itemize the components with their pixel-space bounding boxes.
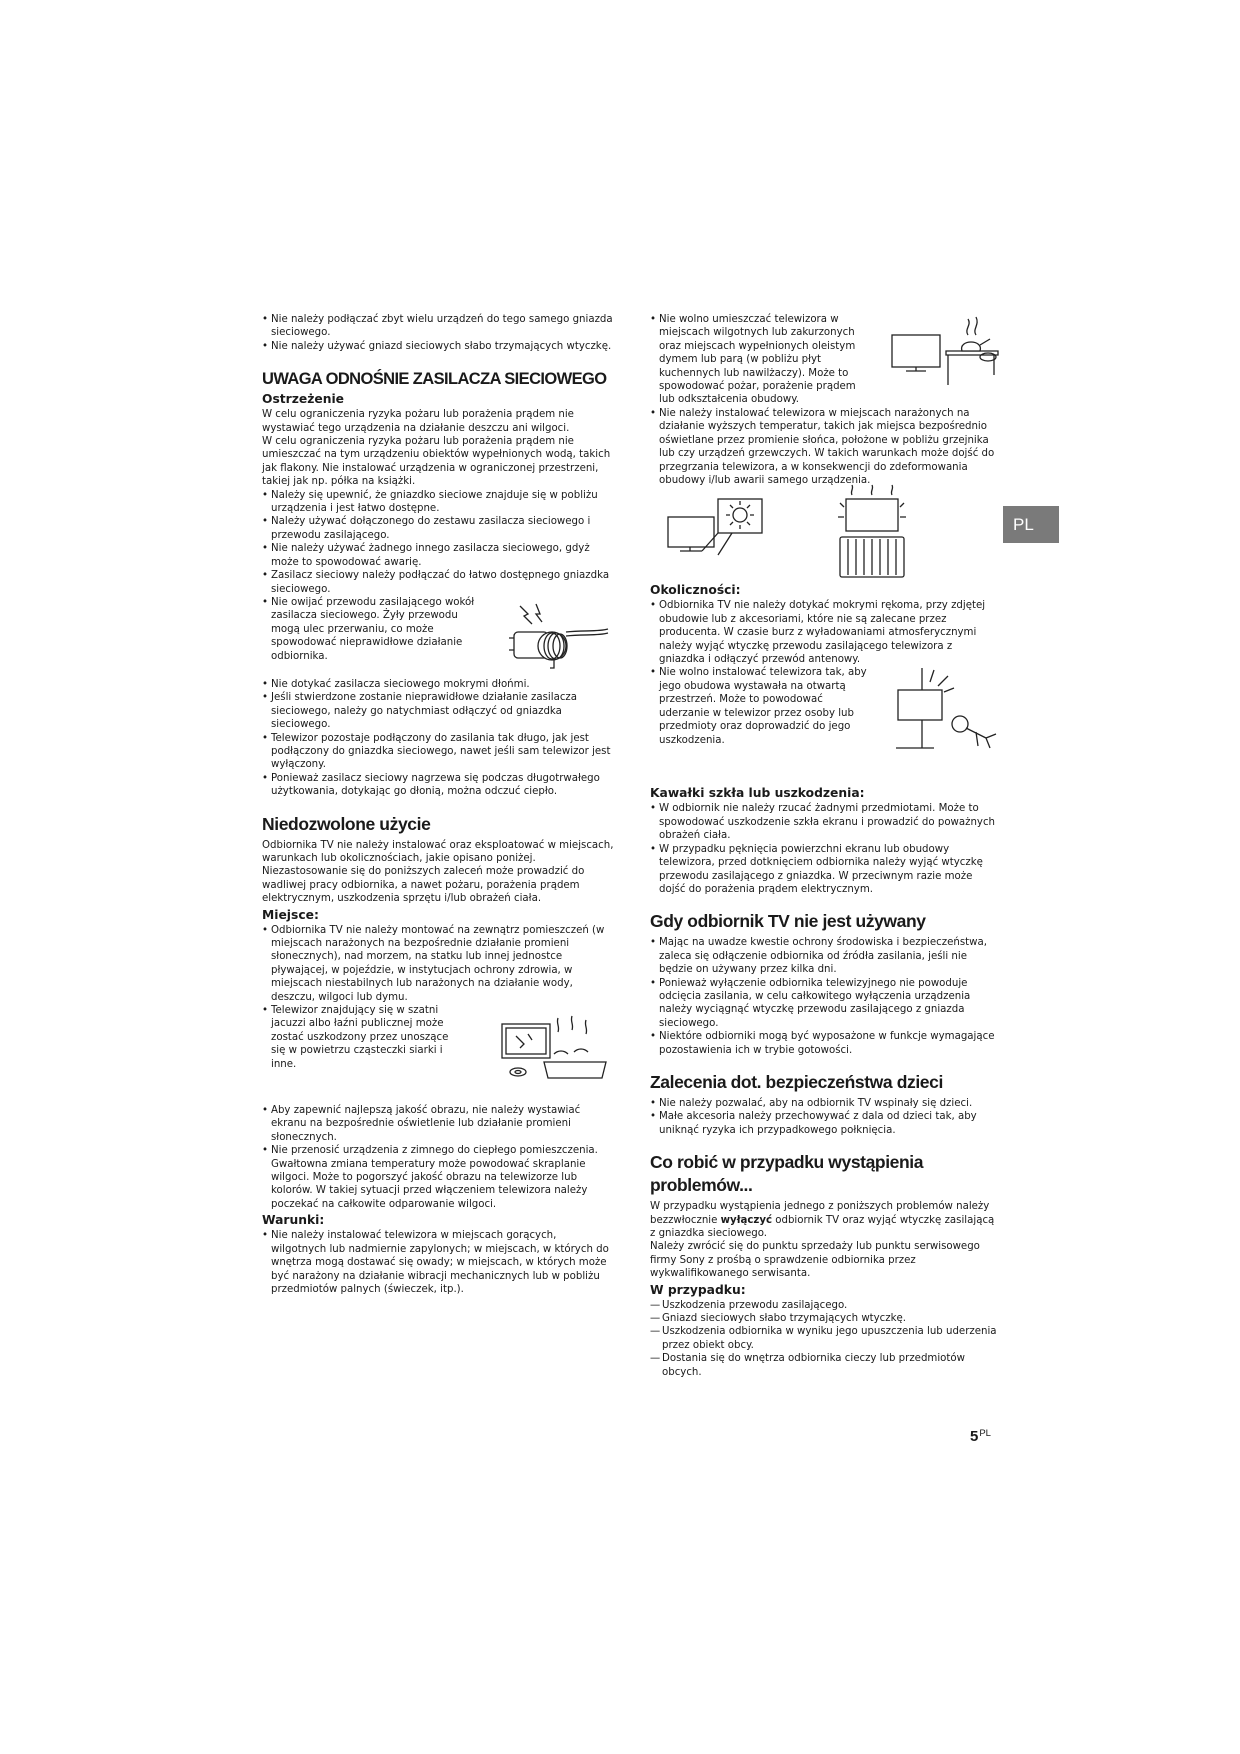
- tv-icon: [502, 1024, 550, 1058]
- problems-keyword: wyłączyć: [720, 1214, 772, 1226]
- page-number: [970, 1428, 991, 1445]
- circumstances-list-2: [650, 666, 872, 746]
- in-case-list: [650, 1299, 1000, 1379]
- radiator-tv-illustration: [832, 487, 912, 579]
- circumstances-heading: Okoliczności:: [650, 583, 741, 598]
- list-item: • Nie należy używać gniazd sieciowych słabo trzymających wtyczkę.: [262, 340, 614, 353]
- list-item: • Ponieważ wyłączenie odbiornika telewizyjnego nie powoduje odcięcia zasilania, w celu całkowitego wyłączenia urządzenia należy wyciągnąć wtyczkę przewodu zasilającego z gniazda sieciowego.: [650, 977, 1000, 1031]
- cord-wrap-list: [262, 596, 484, 663]
- in-case-heading: W przypadku:: [650, 1282, 746, 1297]
- list-item: — Uszkodzenia odbiornika w wyniku jego upuszczenia lub uderzenia przez obiekt obcy.: [650, 1325, 1000, 1352]
- person-icon: [952, 716, 968, 732]
- adapter-list: [262, 678, 614, 799]
- list-item: • Niektóre odbiorniki mogą być wyposażone w funkcje wymagające pozostawienia ich w trybie gotowości.: [650, 1030, 1000, 1057]
- list-item: — Gniazd sieciowych słabo trzymających wtyczkę.: [650, 1312, 1000, 1325]
- children-safety-list: [650, 1097, 1000, 1137]
- tv-icon: [898, 690, 942, 720]
- spark-icon: [520, 606, 532, 624]
- children-safety-heading: Zalecenia dot. bezpieczeństwa dzieci: [650, 1071, 943, 1092]
- problems-paragraph: Należy zwrócić się do punktu sprzedaży lub punktu serwisowego firmy Sony z prośbą o sprawdzenie odbiornika przez wykwalifikowanego serwisanta.: [650, 1241, 980, 1280]
- right-column: [650, 313, 1000, 1379]
- glass-list: [650, 802, 1000, 896]
- problems-text: W przypadku wystąpienia jednego z poniższych problemów należy bezzwłocznie: [650, 1201, 990, 1226]
- place-list-jacuzzi: [262, 1004, 462, 1071]
- kettle-icon: [962, 342, 981, 351]
- spark-icon: [536, 604, 542, 622]
- place-list-2: [262, 1104, 614, 1211]
- env-list-2: [650, 407, 1000, 487]
- list-item: • Należy używać dołączonego do zestawu zasilacza sieciowego i przewodu zasilającego.: [262, 515, 614, 542]
- sunlight-tv-illustration: [662, 495, 772, 561]
- problems-text: odbiornik TV oraz wyjąć wtyczkę zasilającą z gniazdka sieciowego.: [650, 1214, 995, 1239]
- humid-steam-illustration: [888, 315, 1000, 387]
- circumstances-list: [650, 599, 1000, 666]
- list-item: • Mając na uwadze kwestie ochrony środowiska i bezpieczeństwa, zaleca się odłączenie odbiornika od źródła zasilania, jeśli nie będzie on używany przez kilka dni.: [650, 936, 1000, 976]
- list-item: • Nie dotykać zasilacza sieciowego mokrymi dłońmi.: [262, 678, 614, 691]
- warning-list: [262, 489, 614, 596]
- page-number-suffix: PL: [979, 1428, 991, 1439]
- protruding-tv-illustration: [894, 668, 998, 750]
- prohibited-use-paragraph: Odbiornika TV nie należy instalować oraz eksploatować w miejscach, warunkach lub okolicznościach, jakie opisano poniżej. Niezastosowanie się do poniższych zaleceń może prowadzić do wadliwej pracy odbiornika, a nawet pożaru, porażenia prądem elektrycznym, uszkodzenia sprzętu i/lub obrażeń ciała.: [262, 839, 614, 905]
- sun-icon: [733, 508, 747, 522]
- list-item: — Dostania się do wnętrza odbiornika cieczy lub przedmiotów obcych.: [650, 1352, 1000, 1379]
- problems-paragraph: [650, 1200, 1000, 1240]
- list-item: • W odbiornik nie należy rzucać żadnymi przedmiotami. Może to spowodować uszkodzenie szkła ekranu i prowadzić do poważnych obrażeń ciała.: [650, 802, 1000, 842]
- problems-heading: Co robić w przypadku wystąpienia problemów...: [650, 1152, 924, 1196]
- env-list: [650, 313, 868, 407]
- language-tab: PL: [1003, 506, 1059, 543]
- warning-paragraph: W celu ograniczenia ryzyka pożaru lub porażenia prądem nie umieszczać na tym urządzeniu obiektów wypełnionych wodą, takich jak flakony. Nie instalować urządzenia w ograniczonej przestrzeni, takiej jak np. półka na książki.: [262, 436, 611, 488]
- list-item: • Nie przenosić urządzenia z zimnego do ciepłego pomieszczenia. Gwałtowna zmiana temperatury może powodować skraplanie wilgoci. Może to pogorszyć jakość obrazu na telewizorze lub kolorów. W takiej sytuacji przed włączeniem telewizora należy poczekać na całkowite odparowanie wilgoci.: [262, 1144, 614, 1211]
- list-item: • Nie należy instalować telewizora w miejscach gorących, wilgotnych lub nadmiernie zapylonych; w miejscach, w których do wnętrza mogą dostawać się owady; w miejscach, w których może być narażony na działanie wibracji mechanicznych lub w pobliżu przedmiotów palnych (świeczek, itp.).: [262, 1229, 614, 1296]
- list-item: • Nie należy podłączać zbyt wielu urządzeń do tego samego gniazda sieciowego.: [262, 313, 614, 340]
- list-item: • Nie owijać przewodu zasilającego wokół zasilacza sieciowego. Żyły przewodu mogą ulec przerwaniu, co może spowodować nieprawidłowe działanie odbiornika.: [262, 596, 484, 663]
- tv-icon: [892, 335, 940, 367]
- list-item: • Zasilacz sieciowy należy podłączać do łatwo dostępnego gniazdka sieciowego.: [262, 569, 614, 596]
- warning-heading: Ostrzeżenie: [262, 392, 345, 407]
- list-item: — Uszkodzenia przewodu zasilającego.: [650, 1299, 1000, 1312]
- tv-icon: [846, 499, 898, 531]
- list-item: • Aby zapewnić najlepszą jakość obrazu, nie należy wystawiać ekranu na bezpośrednie oświetlenie lub działanie promieni słonecznych.: [262, 1104, 614, 1144]
- list-item: • W przypadku pęknięcia powierzchni ekranu lub obudowy telewizora, przed dotknięciem odbiornika należy wyjąć wtyczkę przewodu zasilającego z gniazdka. W przeciwnym razie może dojść do porażenia prądem elektrycznym.: [650, 843, 1000, 897]
- ac-adapter-heading: UWAGA ODNOŚNIE ZASILACZA SIECIOWEGO: [262, 370, 607, 389]
- list-item: • Małe akcesoria należy przechowywać z dala od dzieci tak, aby uniknąć ryzyka ich przypadkowego połknięcia.: [650, 1110, 1000, 1137]
- list-item: • Nie należy instalować telewizora w miejscach narażonych na działanie wyższych temperatur, takich jak miejsca bezpośrednio oświetlane przez promienie słońca, położone w pobliżu grzejnika lub czy urządzeń grzewczych. W takich warunkach może dojść do przegrzania telewizora, a w konsekwencji do zdeformowania obudowy i/lub awarii samego urządzenia.: [650, 407, 1000, 487]
- place-heading: Miejsce:: [262, 907, 319, 922]
- place-list: [262, 924, 614, 1004]
- list-item: • Odbiornika TV nie należy dotykać mokrymi rękoma, przy zdjętej obudowie lub z akcesoriami, które nie są zalecane przez producenta. W czasie burz z wyładowaniami atmosferycznymi należy wyjąć wtyczkę przewodu zasilającego telewizora z gniazdka i odłączyć przewód antenowy.: [650, 599, 1000, 666]
- unused-list: [650, 936, 1000, 1057]
- list-item: • Nie wolno umieszczać telewizora w miejscach wilgotnych lub zakurzonych oraz miejscach wypełnionych oleistym dymem lub parą (w pobliżu płyt kuchennych lub nawilżaczy). Może to spowodować pożar, porażenie prądem lub odkształcenia obudowy.: [650, 313, 868, 407]
- list-item: • Nie należy pozwalać, aby na odbiornik TV wspinały się dzieci.: [650, 1097, 1000, 1110]
- list-item: • Należy się upewnić, że gniazdko sieciowe znajduje się w pobliżu urządzenia i jest łatwo dostępne.: [262, 489, 614, 516]
- list-item: • Nie wolno instalować telewizora tak, aby jego obudowa wystawała na otwartą przestrzeń. Może to powodować uderzanie w telewizor przez osoby lub przedmioty oraz doprowadzić do jego uszkodzenia.: [650, 666, 872, 746]
- left-column: [262, 313, 614, 1296]
- glass-heading: Kawałki szkła lub uszkodzenia:: [650, 786, 865, 801]
- list-item: • Telewizor znajdujący się w szatni jacuzzi albo łaźni publicznej może zostać uszkodzony przez unoszące się w powietrzu cząsteczki siarki i inne.: [262, 1004, 462, 1071]
- list-item: • Telewizor pozostaje podłączony do zasilania tak długo, jak jest podłączony do gniazdka sieciowego, nawet jeśli sam telewizor jest wyłączony.: [262, 732, 614, 772]
- page-number-value: 5: [970, 1428, 979, 1445]
- list-item: • Odbiornika TV nie należy montować na zewnątrz pomieszczeń (w miejscach narażonych na bezpośrednie działanie promieni słonecznych), nad morzem, na statku lub innej jednostce pływającej, w pojeździe, w instytucjach ochrony zdrowia, w miejscach niestabilnych lub narażonych na działanie wody, deszczu, wilgoci lub dymu.: [262, 924, 614, 1004]
- conditions-list: [262, 1229, 614, 1296]
- unused-heading: Gdy odbiornik TV nie jest używany: [650, 911, 926, 932]
- bathtub-icon: [544, 1062, 606, 1078]
- list-item: • Jeśli stwierdzone zostanie nieprawidłowe działanie zasilacza sieciowego, należy go natychmiast odłączyć od gniazdka sieciowego.: [262, 691, 614, 731]
- tv-icon: [668, 517, 714, 547]
- intro-list: [262, 313, 614, 353]
- list-item: • Ponieważ zasilacz sieciowy nagrzewa się podczas długotrwałego użytkowania, dotykając go dłonią, można odczuć ciepło.: [262, 772, 614, 799]
- cord-wrap-illustration: [508, 602, 610, 674]
- prohibited-use-heading: Niedozwolone użycie: [262, 813, 431, 834]
- jacuzzi-tv-illustration: [494, 1014, 610, 1084]
- list-item: • Nie należy używać żadnego innego zasilacza sieciowego, gdyż może to spowodować awarię.: [262, 542, 614, 569]
- warning-paragraph: W celu ograniczenia ryzyka pożaru lub porażenia prądem nie wystawiać tego urządzenia na działanie deszczu ani wilgoci.: [262, 409, 574, 434]
- conditions-heading: Warunki:: [262, 1213, 325, 1228]
